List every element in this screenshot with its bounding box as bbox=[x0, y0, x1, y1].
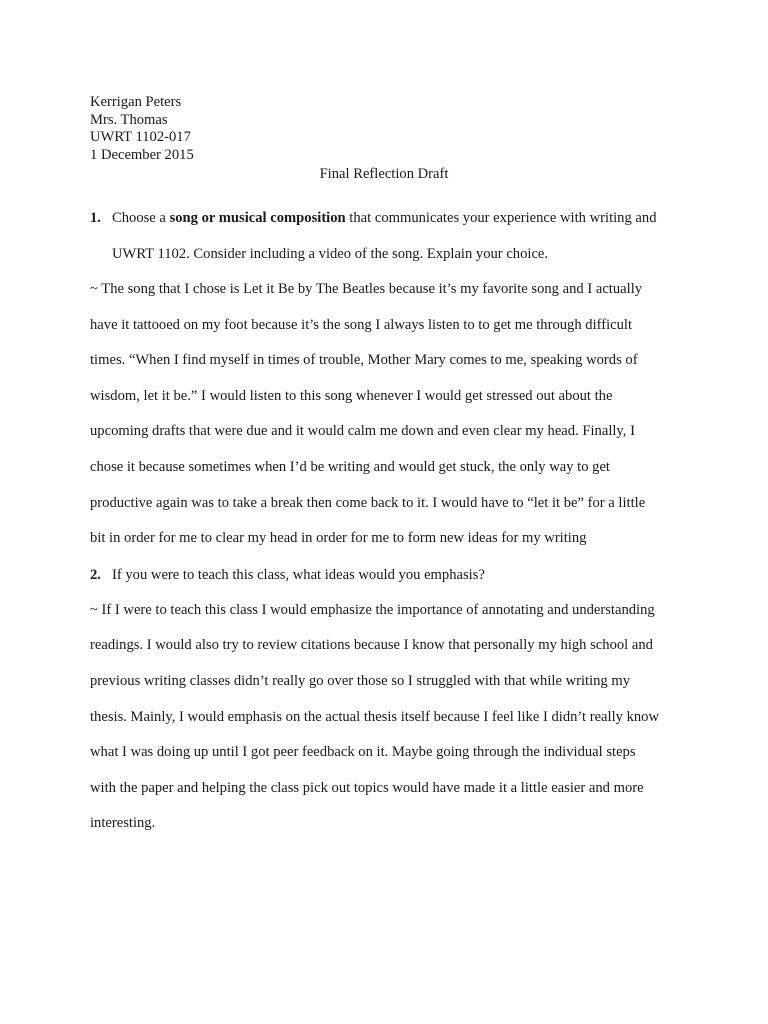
answer-line: upcoming drafts that were due and it would calm me down and even clear my head. Finally, I bbox=[90, 423, 635, 440]
answer-line: previous writing classes didn’t really go over those so I struggled with that while writing my bbox=[90, 672, 631, 689]
answer-2 bbox=[90, 593, 690, 842]
question-1-line-1 bbox=[112, 200, 690, 236]
question-bold-text: song or musical composition bbox=[169, 210, 346, 226]
answer-line: what I was doing up until I got peer feedback on it. Maybe going through the individual steps bbox=[90, 744, 636, 761]
instructor-name: Mrs. Thomas bbox=[90, 111, 168, 128]
question-2-line-1: If you were to teach this class, what ideas would you emphasis? bbox=[112, 566, 485, 583]
answer-line: ~ The song that I chose is Let it Be by The Beatles because it’s my favorite song and I actually bbox=[90, 281, 643, 297]
question-text: Choose a bbox=[112, 210, 170, 226]
question-1 bbox=[90, 200, 690, 272]
heading-block bbox=[90, 94, 194, 164]
question-1-line-2: UWRT 1102. Consider including a video of the song. Explain your choice. bbox=[112, 246, 549, 262]
answer-1 bbox=[90, 272, 690, 557]
answer-line: bit in order for me to clear my head in order for me to form new ideas for my writing bbox=[90, 530, 587, 547]
answer-line: productive again was to take a break then come back to it. I would have to “let it be” for a little bbox=[90, 494, 646, 511]
answer-line: interesting. bbox=[90, 815, 156, 832]
question-number: 2. bbox=[90, 566, 101, 583]
document-title: Final Reflection Draft bbox=[319, 166, 449, 182]
answer-line: with the paper and helping the class pick out topics would have made it a little easier and more bbox=[90, 779, 644, 796]
answer-line: have it tattooed on my foot because it’s the song I always listen to to get me through difficult bbox=[90, 316, 633, 333]
question-number: 1. bbox=[90, 210, 101, 226]
answer-line: readings. I would also try to review citations because I know that personally my high school and bbox=[90, 637, 653, 654]
student-name: Kerrigan Peters bbox=[90, 94, 182, 110]
document-date: 1 December 2015 bbox=[90, 146, 194, 163]
answer-line: thesis. Mainly, I would emphasis on the actual thesis itself because I feel like I didn’t really know bbox=[90, 708, 660, 725]
answer-line: times. “When I find myself in times of trouble, Mother Mary comes to me, speaking words of bbox=[90, 352, 638, 369]
question-2 bbox=[90, 557, 690, 593]
answer-line: wisdom, let it be.” I would listen to this song whenever I would get stressed out about the bbox=[90, 387, 613, 404]
course-code: UWRT 1102-017 bbox=[90, 129, 191, 145]
question-text: that communicates your experience with writing and bbox=[345, 210, 657, 226]
answer-line: chose it because sometimes when I’d be writing and would get stuck, the only way to get bbox=[90, 458, 610, 475]
answer-line: ~ If I were to teach this class I would emphasize the importance of annotating and understanding bbox=[90, 601, 655, 618]
document-body bbox=[90, 200, 690, 842]
